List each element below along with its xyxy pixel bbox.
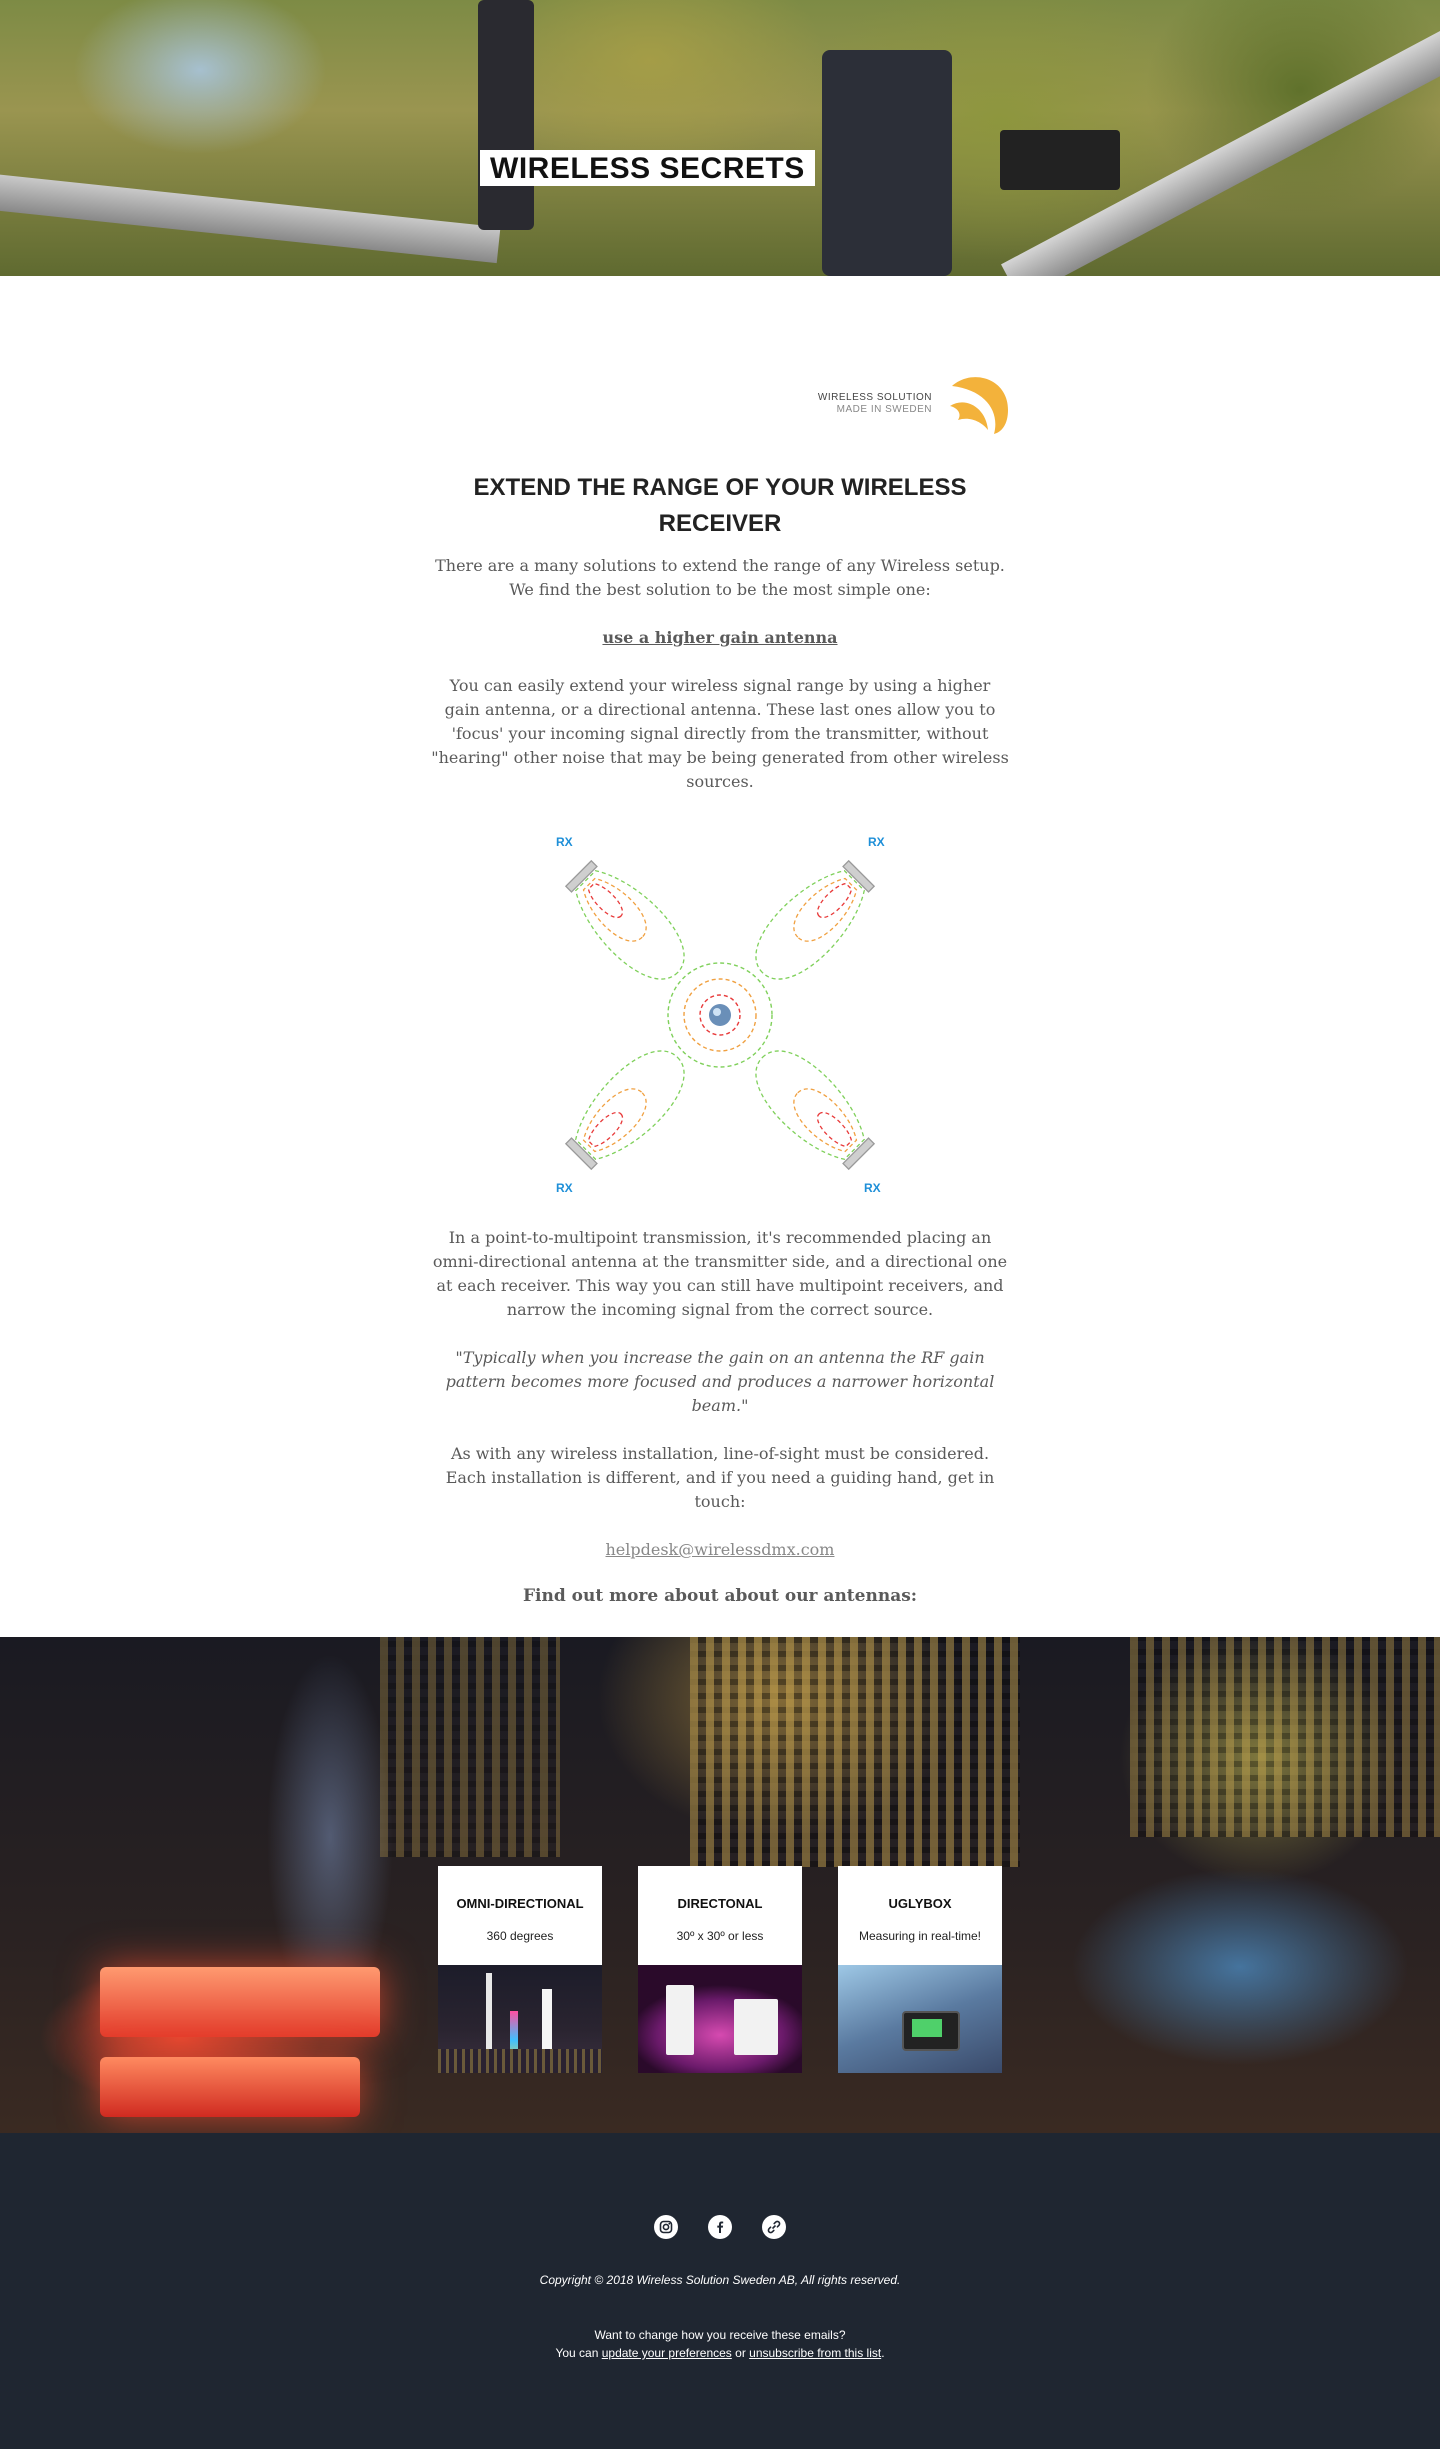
- logo-text: [818, 392, 932, 416]
- prefs-suffix: .: [881, 2346, 885, 2360]
- product-card-uglybox[interactable]: [838, 1866, 1002, 2073]
- footer: [0, 2133, 1440, 2449]
- logo-line2: MADE IN SWEDEN: [836, 404, 932, 415]
- hero-pole: [0, 173, 500, 263]
- rx-label-top-right: RX: [868, 835, 885, 849]
- hero-antenna-device: [1000, 130, 1120, 190]
- transmitter-highlight: [713, 1008, 721, 1016]
- lobe-bottom-right: [740, 1035, 883, 1178]
- antenna-pattern-diagram: [530, 830, 910, 1200]
- social-links: [0, 2215, 1440, 2239]
- tip-link[interactable]: use a higher gain antenna: [602, 628, 838, 647]
- card-subtitle: Measuring in real-time!: [858, 1929, 982, 1943]
- find-out-heading: Find out more about about our antennas:: [522, 1586, 918, 1606]
- hero-receiver-device: [822, 50, 952, 276]
- product-card-directional[interactable]: [638, 1866, 802, 2073]
- quote-paragraph: "Typically when you increase the gain on an antenna the RF gain pattern becomes more focused and produces a narrower horizontal beam.": [445, 1348, 995, 1415]
- product-cards: [438, 1866, 1002, 2073]
- email-paragraph: [430, 1538, 1010, 1562]
- omni-antenna-image: [438, 1965, 602, 2073]
- update-preferences-link[interactable]: update your preferences: [601, 2346, 732, 2360]
- facebook-icon[interactable]: [708, 2215, 732, 2239]
- card-subtitle: 360 degrees: [486, 1929, 554, 1943]
- transmitter-icon: [709, 1004, 731, 1026]
- hero-banner: [0, 0, 1440, 276]
- logo-line1: WIRELESS SOLUTION: [817, 392, 932, 403]
- intro-text: [430, 554, 1010, 602]
- email-preferences: [0, 2326, 1440, 2362]
- rx-label-top-left: RX: [556, 835, 573, 849]
- card-text: [438, 1866, 602, 1965]
- products-section: [0, 1637, 1440, 2133]
- intro-line-1: There are a many solutions to extend the range of any Wireless setup.: [435, 556, 1005, 575]
- rx-label-bottom-right: RX: [864, 1181, 881, 1195]
- helpdesk-email-link[interactable]: helpdesk@wirelessdmx.com: [605, 1540, 835, 1559]
- lit-bench: [100, 1967, 380, 2037]
- lit-bench: [100, 2057, 360, 2117]
- prefs-question: Want to change how you receive these emails?: [594, 2328, 846, 2342]
- tip-paragraph: [430, 626, 1010, 650]
- paragraph-multipoint: In a point-to-multipoint transmission, it's recommended placing an omni-directional antenna at the transmitter side, and a directional one at each receiver. This way you can still have multipoint receivers, and narrow the incoming signal from the correct source.: [432, 1228, 1008, 1319]
- copyright-text: Copyright © 2018 Wireless Solution Sweden AB, All rights reserved.: [539, 2273, 901, 2287]
- lobe-top-right: [740, 851, 883, 994]
- hero-transmitter-device: [478, 0, 534, 230]
- brand-logo[interactable]: [818, 372, 1010, 436]
- card-title: UGLYBOX: [888, 1896, 952, 1911]
- unsubscribe-link[interactable]: unsubscribe from this list: [749, 2346, 882, 2360]
- card-text: [638, 1866, 802, 1965]
- card-subtitle: 30º x 30º or less: [676, 1929, 764, 1943]
- prefs-mid: or: [731, 2346, 750, 2360]
- article: [430, 276, 1010, 1606]
- logo-mark-icon: [942, 372, 1010, 436]
- lobe-top-left: [556, 851, 699, 994]
- rx-label-bottom-left: RX: [556, 1181, 573, 1195]
- card-title: DIRECTONAL: [677, 1896, 763, 1911]
- paragraph-gain: You can easily extend your wireless signal range by using a higher gain antenna, or a directional antenna. These last ones allow you to 'focus' your incoming signal directly from the transmitter, without "hearing" other noise that may be being generated from other wireless sources.: [431, 676, 1009, 791]
- directional-antenna-image: [638, 1965, 802, 2073]
- website-link-icon[interactable]: [762, 2215, 786, 2239]
- product-card-omni[interactable]: [438, 1866, 602, 2073]
- paragraph-line-of-sight: As with any wireless installation, line-of-sight must be considered. Each installation is different, and if you need a guiding hand, get in touch:: [445, 1444, 995, 1511]
- prefs-prefix: You can: [555, 2346, 602, 2360]
- background-building: [690, 1637, 1020, 1867]
- lobe-bottom-left: [556, 1035, 699, 1178]
- card-title: OMNI-DIRECTIONAL: [456, 1896, 584, 1911]
- background-building: [380, 1637, 560, 1857]
- background-building: [1130, 1637, 1440, 1837]
- hero-title: WIRELESS SECRETS: [480, 150, 815, 186]
- card-text: [838, 1866, 1002, 1965]
- intro-line-2: We find the best solution to be the most simple one:: [509, 580, 931, 599]
- instagram-icon[interactable]: [654, 2215, 678, 2239]
- uglybox-image: [838, 1965, 1002, 2073]
- article-heading: EXTEND THE RANGE OF YOUR WIRELESS RECEIVER: [473, 474, 967, 537]
